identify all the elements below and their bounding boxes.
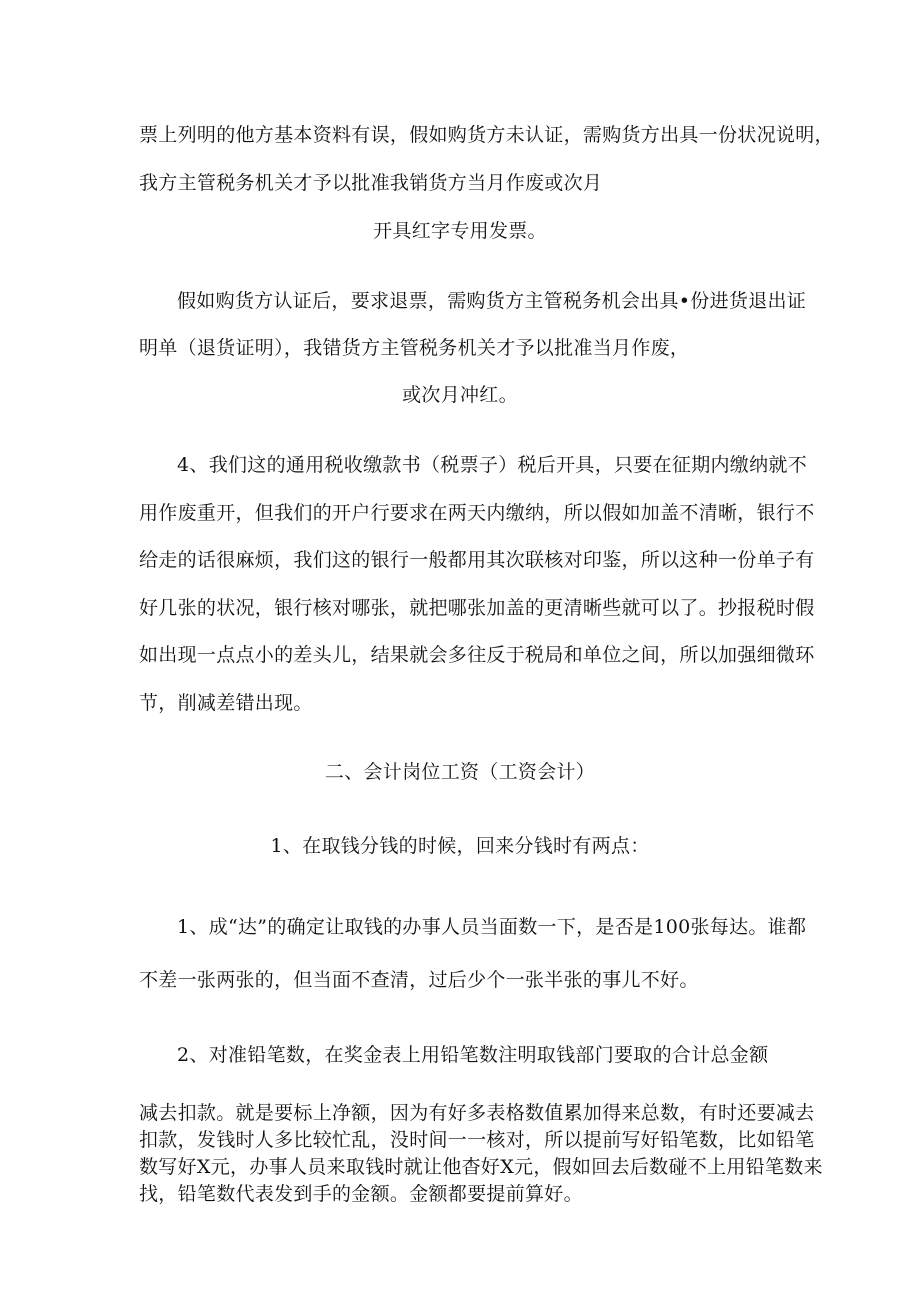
paragraph-3-line-2: 用作废重开，但我们的开户行要求在两天内缴纳，所以假如加盖不清晰，银行不 (139, 502, 815, 524)
paragraph-3-line-1: 4、我们这的通用税收缴款书（税票子）税后开具，只要在征期内缴纳就不 (177, 454, 807, 476)
paragraph-6-line-4: 找，铅笔数代表发到手的金额。金额都要提前算好。 (139, 1183, 583, 1205)
paragraph-6-line-3: 数写好X元，办事人员来取钱时就让他杳好X元，假如回去后数碰不上用铅笔数来 (139, 1156, 823, 1178)
paragraph-6-line-1: 减去扣款。就是要标上净额，因为有好多表格数值累加得来总数，有时还要减去 (139, 1102, 815, 1124)
paragraph-1-line-3: 开具红字专用发票。 (373, 220, 547, 242)
paragraph-6-line-2: 扣款，发钱时人多比较忙乱，没时间一一核对，所以提前写好铅笔数，比如铅笔 (139, 1129, 815, 1151)
paragraph-3-line-3: 给走的话很麻烦，我们这的银行一般都用其次联核对印鉴，所以这种一份单子有 (139, 549, 815, 571)
section-heading: 二、会计岗位工资（工资会计） (324, 761, 596, 783)
paragraph-2-line-2: 明单（退货证明），我错货方主管税务机关才予以批准当月作废， (139, 337, 690, 359)
paragraph-1-line-1: 票上列明的他方基本资料有误，假如购货方未认证，需购货方出具一份状况说明， (139, 124, 834, 146)
paragraph-2-line-3: 或次月冲红。 (402, 384, 518, 406)
paragraph-5-line-1: 2、对准铅笔数，在奖金表上用铅笔数注明取钱部门要取的合计总金额 (177, 1044, 769, 1066)
paragraph-4-line-2: 不差一张两张的，但当面不查清，过后少个一张半张的事儿不好。 (139, 969, 699, 991)
paragraph-3-line-6: 节，削减差错出现。 (139, 692, 313, 714)
paragraph-4-line-1: 1、成“达”的确定让取钱的办事人员当面数一下，是否是100张每达。谁都 (177, 916, 807, 938)
paragraph-3-line-4: 好几张的状况，银行核对哪张，就把哪张加盖的更清晰些就可以了。抄报税时假 (139, 597, 815, 619)
sub-heading: 1、在取钱分钱的时候，回来分钱时有两点： (270, 835, 650, 857)
paragraph-3-line-5: 如出现一点点小的差头儿，结果就会多往反于税局和单位之间，所以加强细微环 (139, 644, 815, 666)
paragraph-1-line-2: 我方主管税务机关才予以批准我销货方当月作废或次月 (139, 172, 603, 194)
paragraph-2-line-1: 假如购货方认证后，要求退票，需购货方主管税务机会出具•份进货退出证 (177, 290, 807, 312)
